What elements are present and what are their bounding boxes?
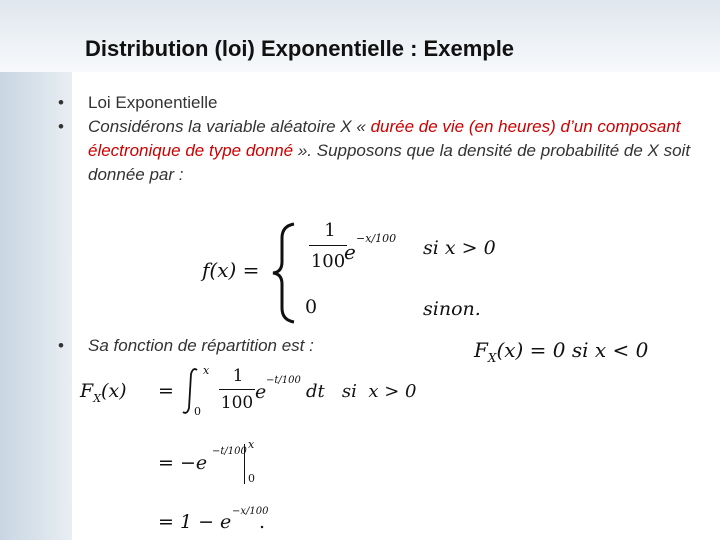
density-cond-2: sinon.	[423, 298, 481, 320]
line3-expr: = 1 − e	[158, 511, 232, 533]
left-brace-icon	[270, 222, 300, 324]
bullet-1	[58, 91, 698, 115]
bullet-dot: •	[58, 93, 64, 112]
bullet-1-text: Loi Exponentielle	[88, 93, 218, 112]
density-lhs: f(x) =	[202, 258, 260, 282]
integral-lower: 0	[194, 405, 201, 418]
density-exp-power: −x/100	[356, 232, 397, 245]
bullet-3-text: Sa fonction de répartition est :	[88, 336, 314, 355]
bullet-2-pre: Considérons la variable aléatoire X «	[88, 117, 371, 136]
bullet-list	[58, 91, 698, 187]
cdf-pos-lhs	[80, 380, 127, 405]
fraction-bar	[309, 245, 347, 246]
line2-exp: −t/100	[212, 446, 247, 457]
line1-den: 100	[220, 393, 254, 413]
cdf-neg-f: F	[474, 338, 488, 362]
line1-eq: =	[158, 380, 174, 402]
cdf-pos-sub: X	[93, 391, 102, 405]
integral-upper: x	[203, 364, 210, 377]
line2-expr: = −e	[158, 452, 208, 474]
density-den: 100	[310, 251, 346, 272]
density-zero: 0	[305, 296, 318, 318]
bullet-2-post: ». Supposons que la densité de probabilité de X soit donnée par :	[88, 141, 691, 184]
density-cond-1: si x > 0	[423, 237, 496, 259]
eval-bar	[244, 444, 245, 484]
bullet-2-highlight: durée de vie (en heures) d’un composant électronique de type donné	[88, 117, 681, 160]
line1-tail: dt si x > 0	[306, 381, 417, 402]
cdf-neg-rest: (x) = 0 si x < 0	[496, 338, 649, 362]
line2-upper: x	[248, 438, 255, 451]
cdf-neg-sub: X	[487, 351, 497, 365]
bullet-dot: •	[58, 336, 64, 355]
line3-dot: .	[259, 511, 266, 533]
cdf-negative	[474, 338, 648, 365]
cdf-pos-f: F	[80, 380, 94, 402]
line1-exp: −t/100	[266, 375, 301, 386]
line2-lower: 0	[248, 472, 255, 485]
density-num: 1	[324, 220, 336, 241]
line1-bar	[219, 389, 255, 390]
bullet-dot: •	[58, 117, 64, 136]
line1-e: e	[255, 381, 267, 403]
bullet-2	[58, 115, 698, 187]
density-exp-base: e	[344, 240, 356, 264]
line3-exp: −x/100	[232, 506, 269, 517]
line1-num: 1	[232, 366, 244, 386]
cdf-pos-rest: (x)	[101, 380, 127, 402]
slide-title: Distribution (loi) Exponentielle : Exemple	[85, 36, 515, 61]
